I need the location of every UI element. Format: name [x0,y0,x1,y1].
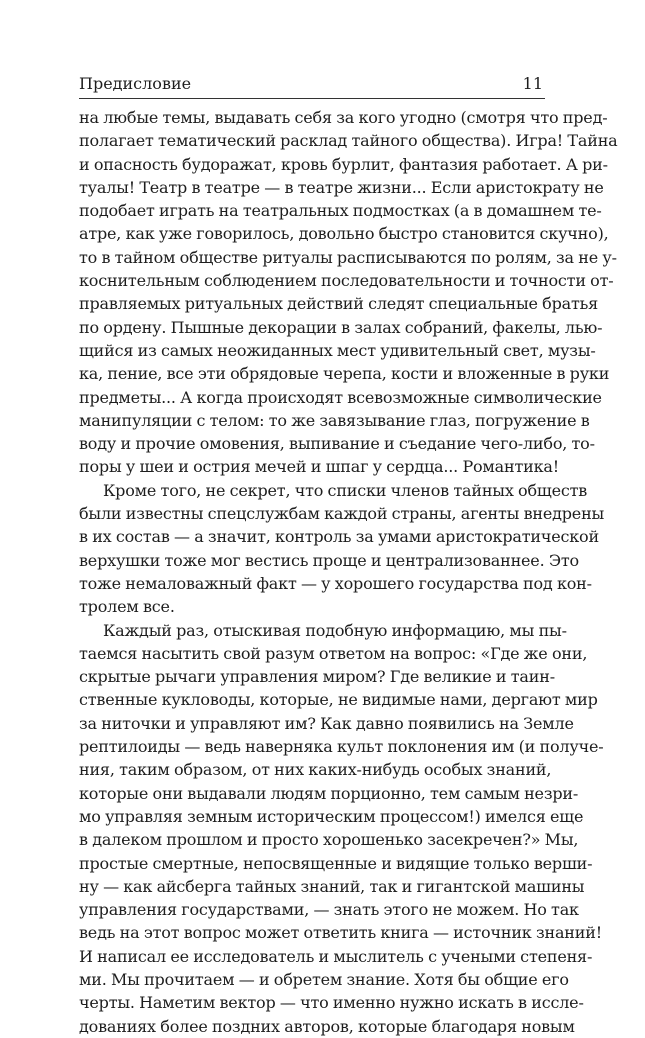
text-line: коснительным соблюдением последовательности и точности от- [79,271,614,291]
text-line: тролем все. [79,597,175,617]
text-line: в далеком прошлом и просто хорошенько засекречен?» Мы, [79,830,579,850]
text-line: мо управляя земным историческим процессом!) имелся еще [79,806,584,826]
text-line: атре, как уже говорилось, довольно быстро становится скучно), [79,224,609,244]
text-line: черты. Наметим вектор — что именно нужно искать в иссле- [79,993,584,1013]
text-line: за ниточки и управляют им? Как давно появились на Земле [79,713,574,733]
text-line: ну — как айсберга тайных знаний, так и гигантской машины [79,876,585,896]
text-line: манипуляции с телом: то же завязывание глаз, погружение в [79,410,590,430]
text-line: на любые темы, выдавать себя за кого угодно (смотря что пред- [79,108,608,127]
text-line: правляемых ритуальных действий следят специальные братья [79,294,599,314]
text-line: дованиях более поздних авторов, которые благодаря новым [79,1016,575,1036]
text-line: воду и прочие омовения, выпивание и съедание чего-либо, то- [79,434,595,454]
body-text [79,106,618,1038]
text-line: подобает играть на театральных подмостках (а в домашнем те- [79,201,602,221]
text-line: ведь на этот вопрос может ответить книга — источник знаний! [79,923,602,943]
text-line: которые они выдавали людям порционно, тем самым незри- [79,783,579,803]
text-line: и опасность будоражат, кровь бурлит, фантазия работает. А ри- [79,154,608,174]
text-line: поры у шеи и острия мечей и шпаг у сердца... Романтика! [79,457,559,477]
text-line: ка, пение, все эти обрядовые черепа, кости и вложенные в руки [79,364,610,384]
text-line: щийся из самых неожиданных мест удивительный свет, музы- [79,340,596,360]
text-line: полагает тематический расклад тайного общества). Игра! Тайна [79,131,618,151]
text-line: управления государствами, — знать этого не можем. Но так [79,900,579,920]
text-line: ми. Мы прочитаем — и обретем знание. Хотя бы общие его [79,969,569,989]
text-line: рептилоиды — ведь наверняка культ поклонения им (и получе- [79,737,604,757]
text-line: Кроме того, не секрет, что списки членов тайных обществ [103,480,588,500]
text-line: И написал ее исследователь и мыслитель с учеными степеня- [79,946,593,966]
text-line: предметы... А когда происходят всевозможные символические [79,387,602,407]
text-line: туалы! Театр в театре — в театре жизни... Если аристократу не [79,177,604,197]
running-header [79,72,545,99]
text-line: ственные кукловоды, которые, не видимые нами, дергают мир [79,690,598,710]
text-line: верхушки тоже мог вестись проще и централизованнее. Это [79,550,579,570]
chapter-title: Предисловие [79,74,192,93]
text-line: то в тайном обществе ритуалы расписываются по ролям, за не у- [79,247,617,267]
page-number: 11 [522,74,543,93]
text-line: ния, таким образом, от них каких-нибудь особых знаний, [79,760,552,780]
text-line: тоже немаловажный факт — у хорошего государства под кон- [79,573,592,593]
text-line: в их состав — а значит, контроль за умами аристократической [79,527,599,547]
text-line: таемся насытить свой разум ответом на вопрос: «Где же они, [79,643,588,663]
text-line: простые смертные, непосвященные и видящие только верши- [79,853,593,873]
text-line: по ордену. Пышные декорации в залах собраний, факелы, лью- [79,317,603,337]
text-line: скрытые рычаги управления миром? Где великие и таин- [79,667,555,687]
text-line: Каждый раз, отыскивая подобную информацию, мы пы- [103,620,567,640]
text-line: были известны спецслужбам каждой страны, агенты внедрены [79,504,605,524]
